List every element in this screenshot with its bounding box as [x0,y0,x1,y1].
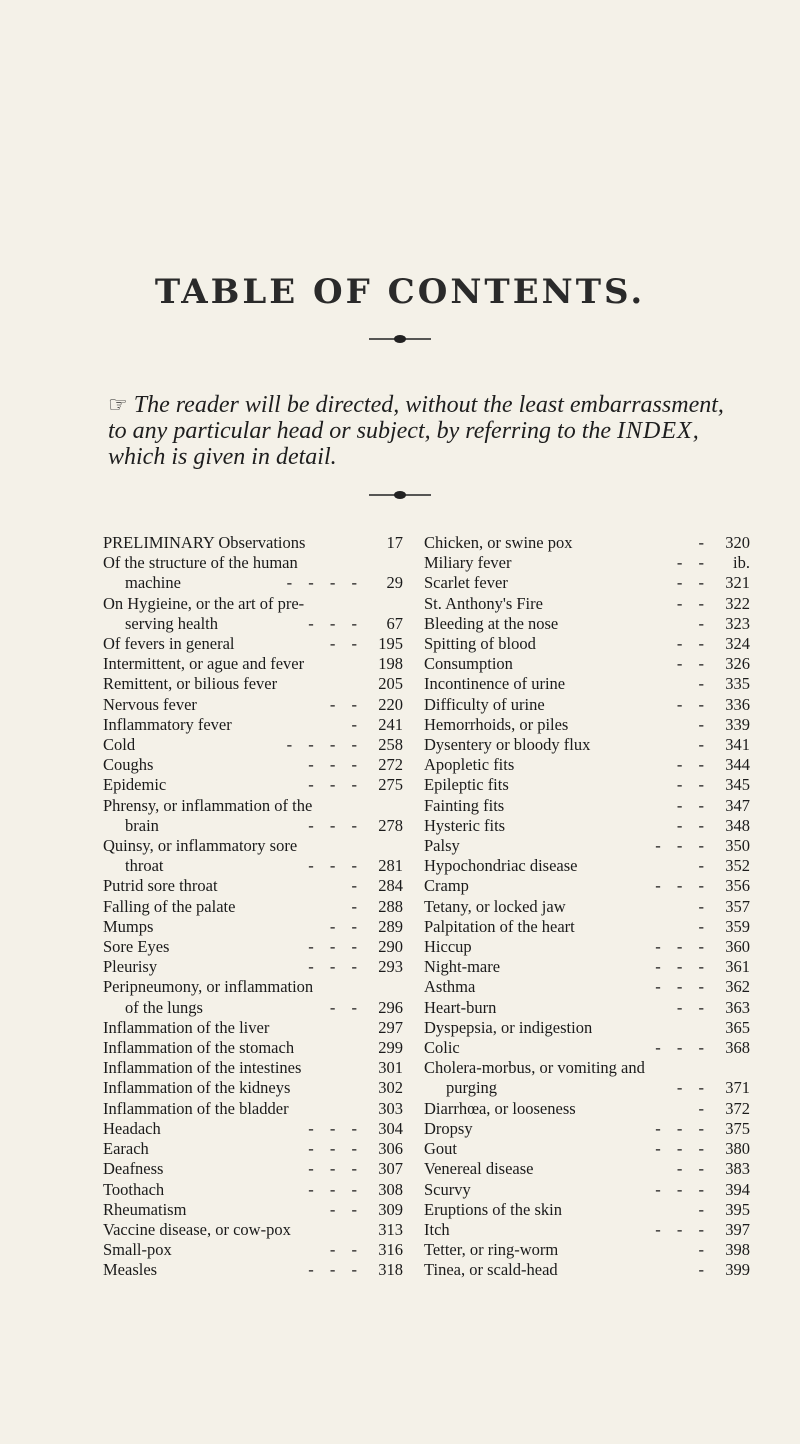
contents-entry [424,1038,750,1058]
contents-entry [103,735,403,755]
entry-page-number: 307 [378,1159,403,1179]
entry-page-number: 320 [725,533,750,552]
entry-label: Cold [103,735,136,755]
entry-label: Eruptions of the skin [424,1199,562,1219]
entry-leader-dashes: - - - [308,957,363,977]
entry-page-number: 304 [378,1118,403,1138]
entry-leader-dashes: - - - [308,1260,363,1280]
entry-leader-dashes: - [698,856,710,876]
contents-entry [424,674,750,694]
contents-entry [103,1078,403,1098]
note-text-start: The reader will be directed, without the least embarrassment, to any particular head or subject, by referring to the [108,392,724,444]
entry-label: Venereal disease [424,1159,534,1179]
entry-label: of the lungs [125,997,203,1017]
entry-leader-dashes: - - - [655,836,710,856]
entry-label: Falling of the palate [103,896,236,916]
entry-label: Dysentery or bloody flux [424,735,591,755]
entry-leader-dashes: - - [676,634,710,654]
entry-page-number: 375 [725,1118,750,1138]
entry-page-number: 380 [725,1139,750,1159]
contents-entry [103,1119,403,1139]
contents-entry [424,998,750,1018]
entry-label: Cramp [424,876,469,896]
entry-label: On Hygieine, or the art of pre- [103,593,305,613]
entry-label: Bleeding at the nose [424,613,559,633]
entry-label: Colic [424,1038,460,1058]
entry-label: Intermittent, or ague and fever [103,654,305,674]
entry-label: Hiccup [424,937,472,957]
entry-page-number: 357 [725,896,750,916]
contents-entry [424,856,750,876]
contents-entry [103,654,403,674]
contents-entry [424,1200,750,1220]
entry-page-number: 347 [725,795,750,815]
entry-label: Epidemic [103,775,167,795]
entry-leader-dashes: - - - [655,1038,710,1058]
entry-page-number: 272 [378,755,403,775]
entry-leader-dashes: - - - [308,937,363,957]
entry-label: Inflammatory fever [103,714,232,734]
contents-entry [103,917,403,937]
entry-label: PRELIMINARY Observations [103,533,306,552]
entry-label: Asthma [424,977,476,997]
entry-label: Hysteric fits [424,815,506,835]
contents-entry [103,1058,403,1078]
entry-page-number: 308 [378,1179,403,1199]
entry-leader-dashes: - [698,1098,710,1118]
entry-page-number: 397 [725,1219,750,1239]
entry-label: machine [125,573,181,593]
entry-label: Dropsy [424,1118,473,1138]
entry-leader-dashes: - - - [308,775,363,795]
entry-leader-dashes: - [351,876,363,896]
entry-leader-dashes: - [698,613,710,633]
entry-page-number: 339 [725,714,750,734]
entry-label: Remittent, or bilious fever [103,674,278,694]
entry-label: Consumption [424,654,513,674]
entry-page-number: 383 [725,1159,750,1179]
entry-label: Hypochondriac disease [424,856,578,876]
entry-page-number: 303 [378,1098,403,1118]
entry-page-number: 316 [378,1240,403,1260]
contents-entry [103,1220,403,1240]
entry-label: Quinsy, or inflammatory sore [103,836,298,856]
entry-label: Itch [424,1219,450,1239]
entry-leader-dashes: - - [329,694,363,714]
entry-label: Scarlet fever [424,573,508,593]
entry-leader-dashes: - - - [655,1118,710,1138]
contents-entry [424,1078,750,1098]
entry-label: throat [125,856,164,876]
contents-entry [424,836,750,856]
entry-page-number: 348 [725,815,750,835]
entry-page-number: 360 [725,937,750,957]
entry-leader-dashes: - - [676,553,710,573]
contents-entry [103,715,403,735]
entry-page-number: 398 [725,1240,750,1260]
contents-entry [424,573,750,593]
entry-label: Hemorrhoids, or piles [424,714,569,734]
entry-leader-dashes: - - [329,997,363,1017]
contents-entry [103,856,403,876]
entry-leader-dashes: - - - [308,1139,363,1159]
entry-page-number: 352 [725,856,750,876]
entry-page-number: 205 [378,674,403,694]
entry-label: Inflammation of the stomach [103,1038,295,1058]
entry-page-number: 368 [725,1038,750,1058]
entry-label: Gout [424,1139,457,1159]
entry-label: Inflammation of the liver [103,1017,270,1037]
contents-entry [103,1018,403,1038]
contents-entry [103,594,403,614]
contents-entry [103,998,403,1018]
contents-entry [103,836,403,856]
contents-entry [424,937,750,957]
entry-page-number: 17 [386,533,403,552]
entry-leader-dashes: - - [676,573,710,593]
entry-page-number: 399 [725,1260,750,1280]
entry-page-number: 67 [386,613,403,633]
entry-label: Coughs [103,755,154,775]
contents-entry [424,775,750,795]
entry-label: Tetany, or locked jaw [424,896,566,916]
entry-label: Of the structure of the human [103,553,298,573]
entry-leader-dashes: - - - [655,1139,710,1159]
entry-label: Diarrhœa, or looseness [424,1098,576,1118]
entry-label: Mumps [103,916,154,936]
entry-leader-dashes: - - - - [286,735,363,755]
entry-page-number: 322 [725,593,750,613]
contents-entry [424,1180,750,1200]
entry-label: Dyspepsia, or indigestion [424,1017,593,1037]
contents-entry [424,594,750,614]
contents-entry [424,1240,750,1260]
entry-label: Earach [103,1139,149,1159]
entry-label: Of fevers in general [103,634,235,654]
contents-entry [103,796,403,816]
contents-entry [103,634,403,654]
entry-page-number: 372 [725,1098,750,1118]
entry-page-number: 362 [725,977,750,997]
entry-label: Miliary fever [424,553,512,573]
entry-page-number: 275 [378,775,403,795]
entry-page-number: 336 [725,694,750,714]
contents-entry [103,614,403,634]
entry-leader-dashes: - - [676,755,710,775]
entry-label: Small-pox [103,1240,172,1260]
entry-leader-dashes: - - - [308,856,363,876]
contents-entry [424,1018,750,1038]
entry-page-number: 371 [725,1078,750,1098]
entry-label: Night-mare [424,957,501,977]
entry-leader-dashes: - [698,533,710,552]
entry-page-number: 356 [725,876,750,896]
entry-label: Nervous fever [103,694,197,714]
contents-entry [103,1240,403,1260]
entry-page-number: 301 [378,1058,403,1078]
entry-label: Cholera-morbus, or vomiting and [424,1058,645,1078]
entry-leader-dashes: - - [676,694,710,714]
entry-leader-dashes: - - - [308,755,363,775]
contents-entry [103,573,403,593]
entry-page-number: 281 [378,856,403,876]
entry-leader-dashes: - - - [655,977,710,997]
contents-entry [424,755,750,775]
entry-leader-dashes: - [698,714,710,734]
entry-page-number: 297 [378,1017,403,1037]
entry-label: serving health [125,613,219,633]
entry-label: Pleurisy [103,957,158,977]
note-text-end: which is given in detail. [108,444,337,470]
contents-entry [424,917,750,937]
entry-page-number: 296 [378,997,403,1017]
contents-right-column [424,533,750,1281]
entry-leader-dashes: - - - [655,957,710,977]
entry-page-number: 306 [378,1139,403,1159]
contents-entry [424,897,750,917]
contents-entry [103,1260,403,1280]
entry-label: brain [125,815,159,835]
entry-label: Heart-burn [424,997,497,1017]
entry-label: Inflammation of the intestines [103,1058,302,1078]
entry-page-number: 321 [725,573,750,593]
contents-entry [424,735,750,755]
entry-label: St. Anthony's Fire [424,593,543,613]
entry-leader-dashes: - - - - [286,573,363,593]
entry-page-number: 350 [725,836,750,856]
entry-label: Deafness [103,1159,164,1179]
entry-leader-dashes: - - [676,815,710,835]
entry-leader-dashes: - - - [308,1118,363,1138]
contents-entry [424,816,750,836]
entry-page-number: 289 [378,916,403,936]
page-title: TABLE OF CONTENTS. [154,272,646,312]
contents-entry [424,533,750,553]
contents-entry [103,553,403,573]
contents-entry [424,553,750,573]
entry-label: purging [446,1078,498,1098]
entry-leader-dashes: - - - [308,1179,363,1199]
contents-entry [103,1139,403,1159]
entry-label: Vaccine disease, or cow-pox [103,1219,291,1239]
entry-page-number: 344 [725,755,750,775]
entry-page-number: 241 [378,714,403,734]
entry-label: Putrid sore throat [103,876,218,896]
entry-leader-dashes: - - - [308,815,363,835]
entry-label: Rheumatism [103,1199,187,1219]
contents-left-column [103,533,403,1281]
entry-label: Phrensy, or inflammation of the [103,795,313,815]
contents-entry [424,957,750,977]
entry-leader-dashes: - [698,1199,710,1219]
entry-label: Epileptic fits [424,775,509,795]
entry-leader-dashes: - [698,1260,710,1280]
entry-page-number: 293 [378,957,403,977]
entry-leader-dashes: - - [329,1240,363,1260]
contents-entry [103,957,403,977]
contents-entry [424,1119,750,1139]
entry-label: Inflammation of the kidneys [103,1078,291,1098]
entry-page-number: 365 [725,1017,750,1037]
ornamental-rule-lower [367,484,433,506]
contents-entry [424,796,750,816]
contents-entry [103,977,403,997]
contents-entry [424,1159,750,1179]
contents-entry [424,1058,750,1078]
note-index-word: INDEX, [617,418,700,444]
entry-page-number: 284 [378,876,403,896]
contents-entry [103,1038,403,1058]
entry-page-number: 299 [378,1038,403,1058]
entry-label: Peripneumony, or inflammation [103,977,314,997]
entry-leader-dashes: - [698,1240,710,1260]
contents-entry [103,937,403,957]
entry-leader-dashes: - [698,674,710,694]
entry-leader-dashes: - - [676,1078,710,1098]
contents-entry [103,695,403,715]
entry-page-number: 323 [725,613,750,633]
entry-page-number: 341 [725,735,750,755]
entry-label: Headach [103,1118,161,1138]
entry-leader-dashes: - - [676,775,710,795]
contents-entry [103,674,403,694]
contents-entry [103,1200,403,1220]
contents-entry [424,1220,750,1240]
entry-page-number: 258 [378,735,403,755]
entry-leader-dashes: - - [329,1199,363,1219]
contents-entry [103,755,403,775]
pointing-hand-icon: ☞ [108,392,128,417]
entry-page-number: 198 [378,654,403,674]
contents-entry [424,614,750,634]
entry-leader-dashes: - [698,735,710,755]
entry-leader-dashes: - - - [308,613,363,633]
entry-label: Spitting of blood [424,634,536,654]
entry-page-number: 363 [725,997,750,1017]
contents-entry [103,876,403,896]
contents-entry [103,1180,403,1200]
contents-entry [103,1159,403,1179]
contents-entry [103,1099,403,1119]
ornamental-rule [367,328,433,350]
entry-leader-dashes: - - - [308,1159,363,1179]
contents-entry [424,654,750,674]
entry-label: Fainting fits [424,795,505,815]
entry-leader-dashes: - [698,896,710,916]
entry-leader-dashes: - - [329,634,363,654]
entry-page-number: 195 [378,634,403,654]
entry-label: Chicken, or swine pox [424,533,573,552]
entry-page-number: 326 [725,654,750,674]
entry-label: Scurvy [424,1179,471,1199]
reader-note [108,392,728,470]
entry-page-number: 302 [378,1078,403,1098]
entry-label: Apopletic fits [424,755,515,775]
contents-entry [103,533,403,553]
contents-entry [103,897,403,917]
entry-page-number: 309 [378,1199,403,1219]
entry-page-number: 278 [378,815,403,835]
entry-leader-dashes: - - [676,997,710,1017]
entry-leader-dashes: - - [676,593,710,613]
contents-entry [424,876,750,896]
entry-leader-dashes: - [698,916,710,936]
entry-label: Difficulty of urine [424,694,545,714]
entry-page-number: 324 [725,634,750,654]
entry-page-number: 394 [725,1179,750,1199]
entry-leader-dashes: - - - [655,876,710,896]
contents-entry [103,816,403,836]
entry-page-number: 395 [725,1199,750,1219]
entry-label: Inflammation of the bladder [103,1098,289,1118]
entry-leader-dashes: - - [676,654,710,674]
entry-label: Toothach [103,1179,165,1199]
entry-label: Palsy [424,836,460,856]
entry-page-number: 288 [378,896,403,916]
contents-entry [103,775,403,795]
entry-page-number: ib. [733,553,750,573]
entry-label: Measles [103,1260,158,1280]
entry-page-number: 313 [378,1219,403,1239]
entry-label: Palpitation of the heart [424,916,575,936]
entry-leader-dashes: - [351,896,363,916]
entry-page-number: 29 [386,573,403,593]
contents-entry [424,977,750,997]
entry-leader-dashes: - - - [655,937,710,957]
entry-page-number: 361 [725,957,750,977]
entry-page-number: 318 [378,1260,403,1280]
entry-page-number: 290 [378,937,403,957]
entry-leader-dashes: - [351,714,363,734]
entry-label: Sore Eyes [103,937,170,957]
entry-leader-dashes: - - [329,916,363,936]
entry-leader-dashes: - - - [655,1219,710,1239]
entry-page-number: 335 [725,674,750,694]
contents-entry [424,1099,750,1119]
contents-entry [424,1139,750,1159]
entry-page-number: 220 [378,694,403,714]
contents-entry [424,715,750,735]
contents-entry [424,1260,750,1280]
contents-entry [424,695,750,715]
entry-label: Incontinence of urine [424,674,566,694]
entry-label: Tinea, or scald-head [424,1260,558,1280]
entry-leader-dashes: - - - [655,1179,710,1199]
entry-leader-dashes: - - [676,795,710,815]
entry-page-number: 359 [725,916,750,936]
contents-entry [424,634,750,654]
entry-page-number: 345 [725,775,750,795]
entry-label: Tetter, or ring-worm [424,1240,559,1260]
entry-leader-dashes: - - [676,1159,710,1179]
